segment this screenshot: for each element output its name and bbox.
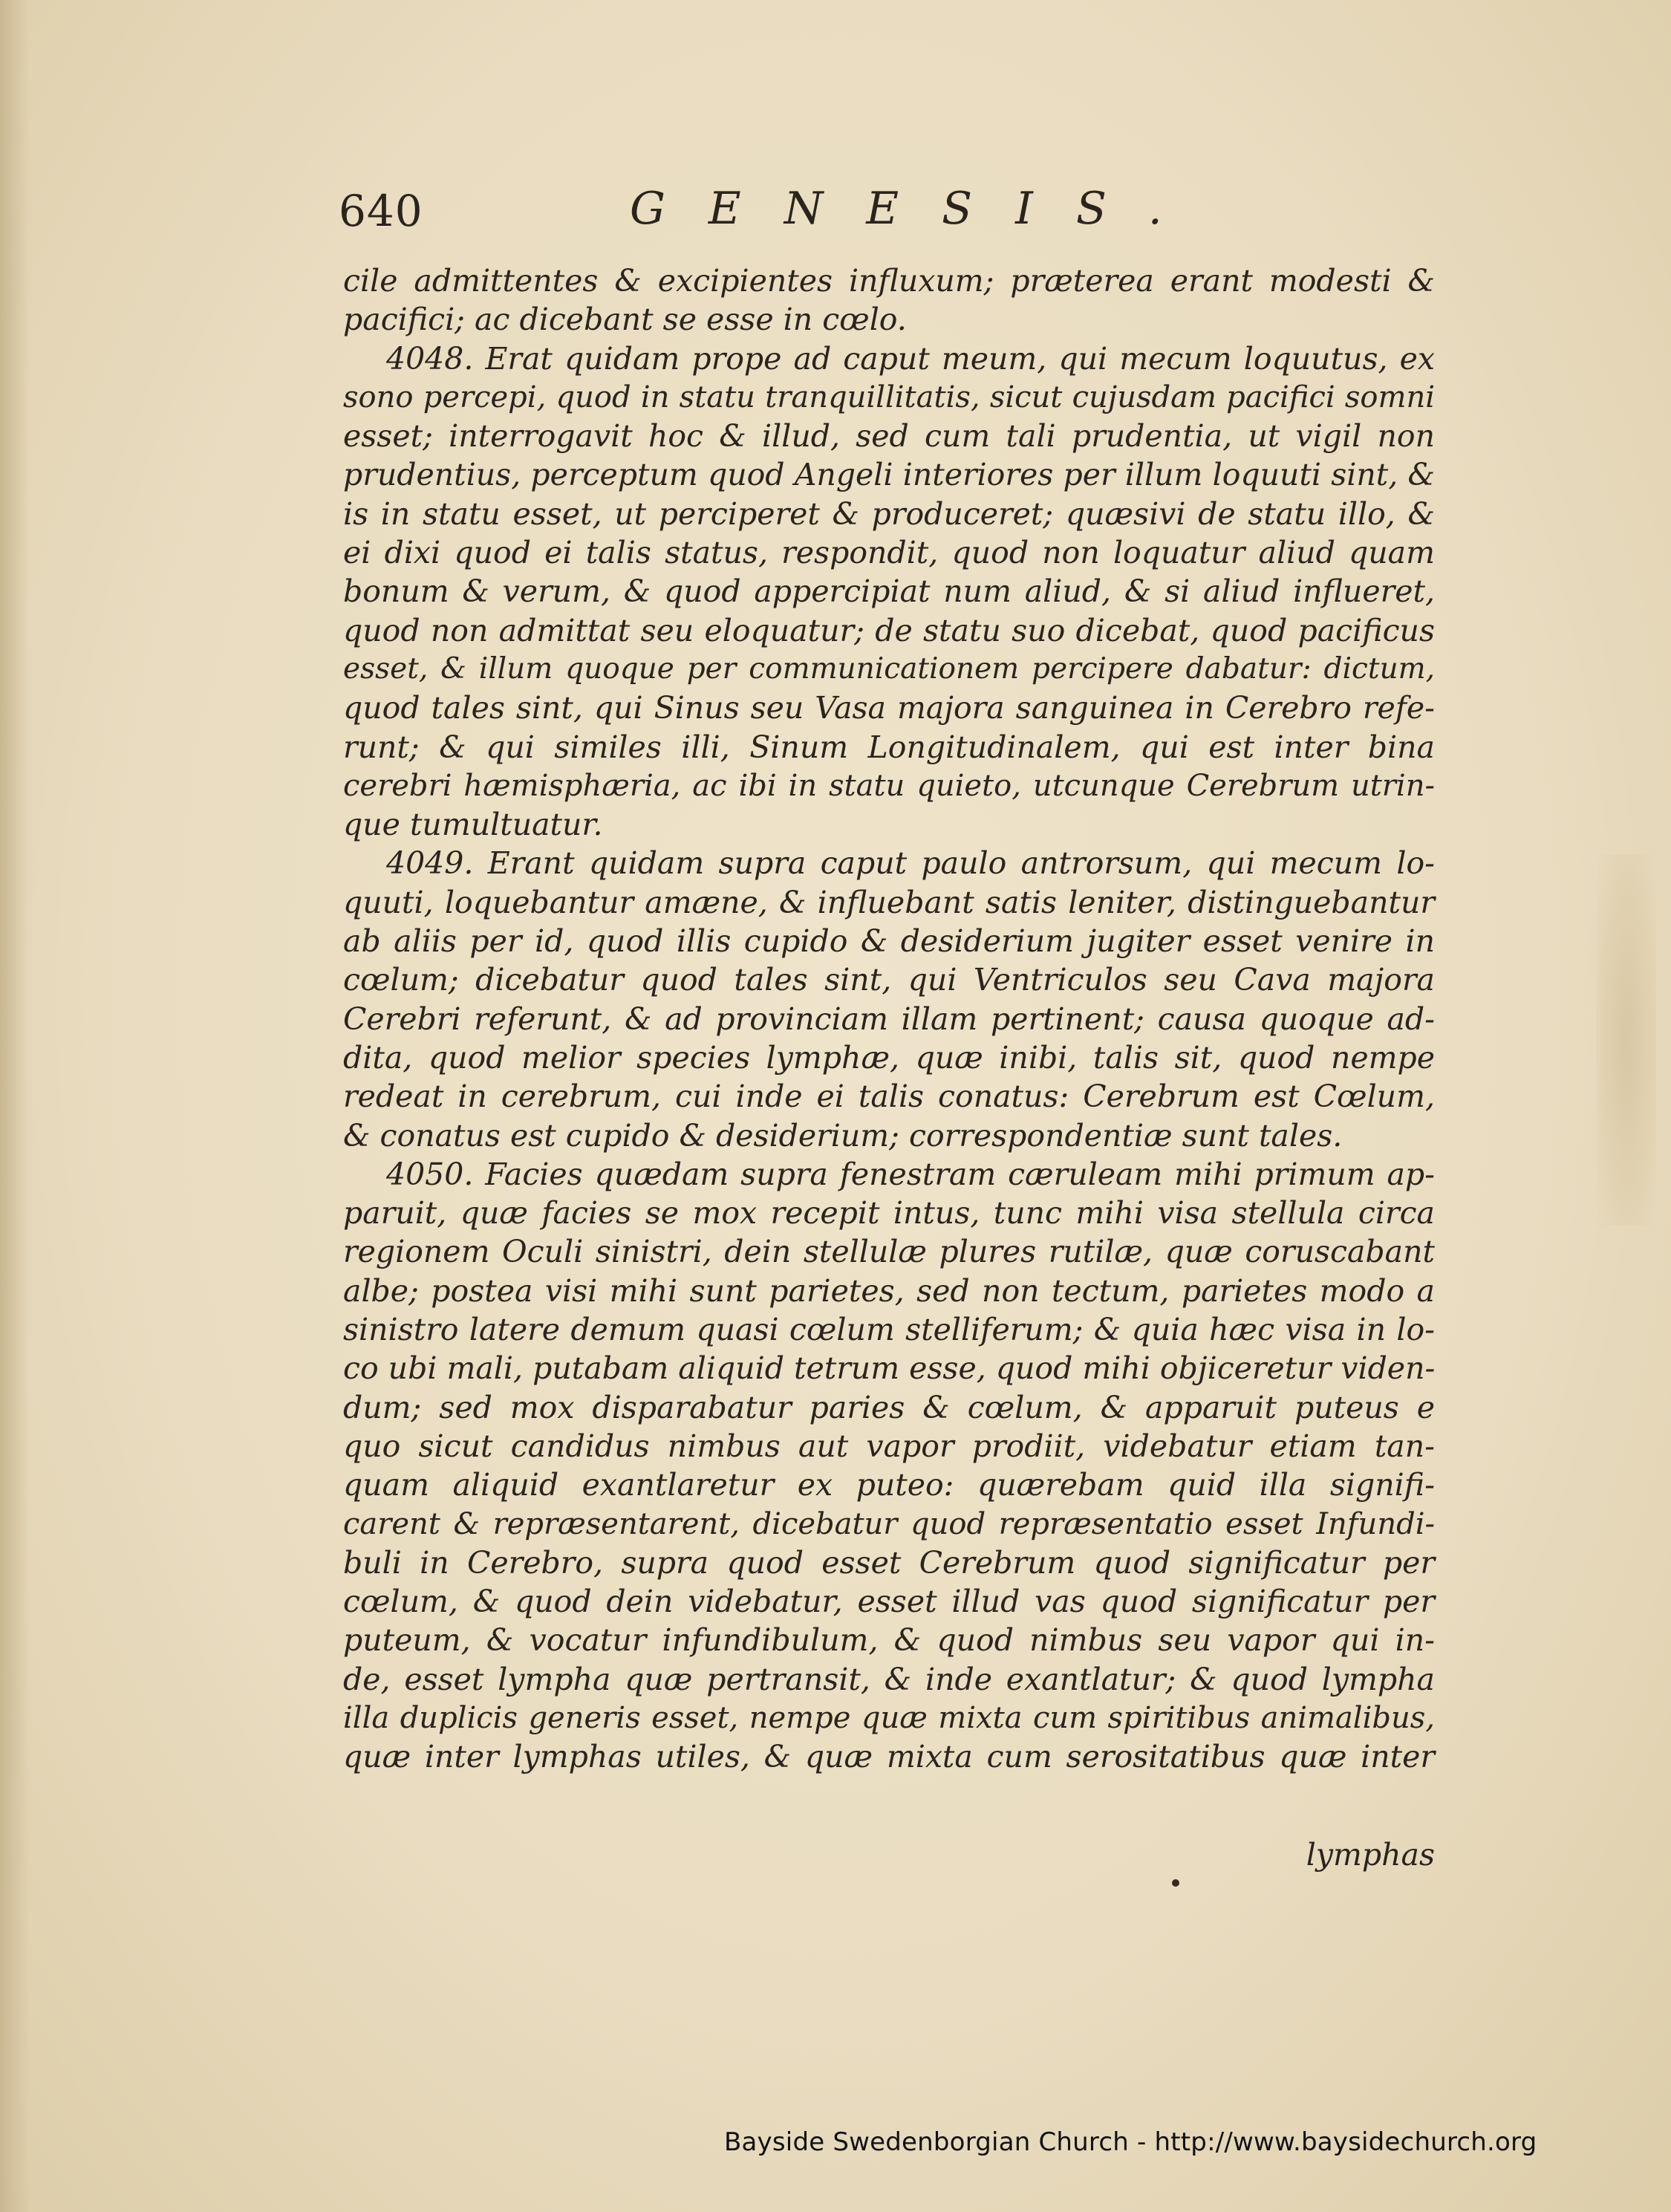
text-line: puteum, & vocatur infundibulum, & quod nimbus seu vapor qui in-: [343, 1622, 1435, 1659]
text-line: illa duplicis generis esset, nempe quæ mixta cum spiritibus animalibus,: [343, 1700, 1435, 1735]
text-line: que tumultuatur.: [343, 807, 603, 843]
text-line: pacifici; ac dicebant se esse in cœlo.: [343, 302, 907, 338]
text-line: cœlum, & quod dein videbatur, esset illud vas quod significatur per: [343, 1584, 1435, 1620]
text-line: is in statu esset, ut perciperet & produceret; quæsivi de statu illo, &: [343, 495, 1435, 532]
body-text: [343, 261, 1435, 1777]
page-number: 640: [339, 186, 423, 236]
text-line: quo sicut candidus nimbus aut vapor prodiit, videbatur etiam tan-: [343, 1428, 1435, 1464]
page-gutter-shadow: [0, 0, 30, 2212]
text-line: esset, & illum quoque per communicationem percipere dabatur: dictum,: [343, 651, 1435, 686]
text-line: prudentius, perceptum quod Angeli interiores per illum loquuti sint, &: [343, 457, 1435, 493]
text-line: dita, quod melior species lymphæ, quæ inibi, talis sit, quod nempe: [343, 1039, 1435, 1076]
paragraph-start-4050: 4050. Facies quædam supra fenestram cæruleam mihi primum ap-: [386, 1156, 1435, 1192]
text-line: albe; postea visi mihi sunt parietes, sed non tectum, parietes modo a: [343, 1272, 1435, 1309]
text-line: carent & repræsentarent, dicebatur quod repræsentatio esset Infundi-: [343, 1506, 1435, 1541]
text-line: ei dixi quod ei talis status, respondit, quod non loquatur aliud quam: [343, 535, 1435, 571]
paper-stain: [1597, 854, 1656, 1226]
text-line: esset; interrogavit hoc & illud, sed cum tali prudentia, ut vigil non: [343, 418, 1435, 455]
text-line: & conatus est cupido & desiderium; correspondentiæ sunt tales.: [343, 1117, 1343, 1154]
text-line: ab aliis per id, quod illis cupido & desiderium jugiter esset venire in: [343, 923, 1435, 960]
text-line: Cerebri referunt, & ad provinciam illam pertinent; causa quoque ad-: [343, 1001, 1435, 1037]
text-line: de, esset lympha quæ pertransit, & inde exantlatur; & quod lympha: [343, 1661, 1435, 1697]
text-line: cerebri hæmisphæria, ac ibi in statu quieto, utcunque Cerebrum utrin-: [343, 768, 1435, 803]
ink-dot: [1172, 1879, 1179, 1887]
text-line: bonum & verum, & quod appercipiat num aliud, & si aliud influeret,: [343, 573, 1435, 610]
text-line: regionem Oculi sinistri, dein stellulæ plures rutilæ, quæ coruscabant: [343, 1234, 1435, 1270]
text-line: runt; & qui similes illi, Sinum Longitudinalem, qui est inter bina: [343, 729, 1435, 765]
text-line: quuti, loquebantur amæne, & influebant satis leniter, distinguebantur: [343, 884, 1435, 920]
text-line: cœlum; dicebatur quod tales sint, qui Ventriculos seu Cava majora: [343, 962, 1435, 998]
text-line: redeat in cerebrum, cui inde ei talis conatus: Cerebrum est Cœlum,: [343, 1079, 1435, 1115]
text-line: sono percepi, quod in statu tranquillitatis, sicut cujusdam pacifici somni: [343, 380, 1435, 414]
text-line: co ubi mali, putabam aliquid tetrum esse, quod mihi objiceretur viden-: [343, 1350, 1436, 1387]
text-line: quam aliquid exantlaretur ex puteo: quærebam quid illa signifi-: [343, 1467, 1435, 1503]
paragraph-start-4048: 4048. Erat quidam prope ad caput meum, qui mecum loquutus, ex: [386, 340, 1435, 377]
text-line: dum; sed mox disparabatur paries & cœlum, & apparuit puteus e: [343, 1389, 1435, 1425]
running-title: GENESIS.: [630, 183, 1205, 235]
text-line: paruit, quæ facies se mox recepit intus, tunc mihi visa stellula circa: [343, 1195, 1435, 1232]
text-line: sinistro latere demum quasi cœlum stelliferum; & quia hæc visa in lo-: [343, 1312, 1435, 1348]
watermark-credit: Bayside Swedenborgian Church - http://www.baysidechurch.org: [724, 2127, 1537, 2157]
catchword: lymphas: [1306, 1837, 1435, 1873]
text-line: buli in Cerebro, supra quod esset Cerebrum quod significatur per: [343, 1544, 1435, 1581]
text-line: quod tales sint, qui Sinus seu Vasa majora sanguinea in Cerebro refe-: [343, 690, 1435, 726]
text-line: quæ inter lymphas utiles, & quæ mixta cum serositatibus quæ inter: [343, 1739, 1435, 1775]
paragraph-start-4049: 4049. Erant quidam supra caput paulo antrorsum, qui mecum lo-: [386, 845, 1435, 882]
text-line: cile admittentes & excipientes influxum; præterea erant modesti &: [343, 263, 1435, 299]
text-line: quod non admittat seu eloquatur; de statu suo dicebat, quod pacificus: [343, 612, 1435, 648]
page-header: [339, 183, 1438, 245]
